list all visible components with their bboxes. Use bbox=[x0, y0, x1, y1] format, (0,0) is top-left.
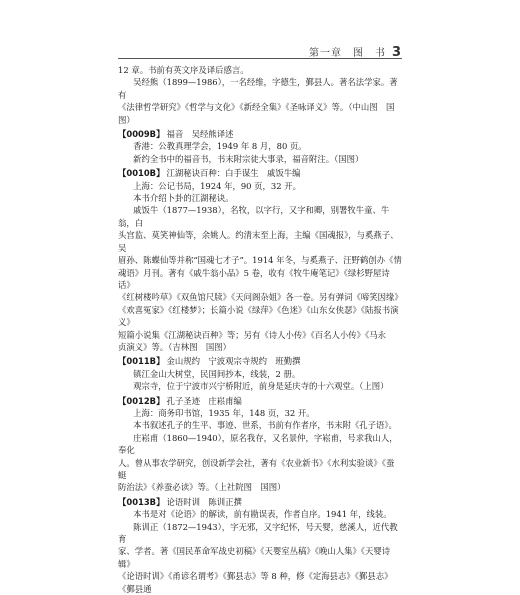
body-paragraph-line: 陈训正（1872—1943），字无邪，又字纪怀，号天婴，慈溪人，近代教育 bbox=[118, 521, 398, 545]
body-paragraph-line: 头宫监、莫笑神仙等，余姚人。约清末至上海，主编《国魂报》，与奚燕子、吴 bbox=[118, 230, 399, 253]
catalog-entry-heading bbox=[118, 128, 402, 140]
entry-title: 论语时训 陈训正撰 bbox=[166, 496, 242, 507]
body-paragraph-line: 本书是对《论语》的解读，前有勘误表，作者自序。1941 年，线装。 bbox=[133, 509, 392, 520]
entry-code: 【0011B】 bbox=[118, 356, 165, 367]
body-paragraph-line: 防治法》《养蚕必读》等。（上社院图 国图） bbox=[118, 482, 286, 493]
entry-code: 【0010B】 bbox=[118, 168, 165, 179]
body-paragraph-line: 吴经熊（1899—1986），一名经维，字德生，鄞县人。著名法学家。著有 bbox=[118, 77, 398, 100]
entry-code: 【0013B】 bbox=[118, 496, 165, 507]
body-paragraph-line: 观宗寺，位于宁波市兴宁桥附近，前身是延庆寺的十六观堂。（上图） bbox=[133, 381, 389, 392]
catalog-entry-heading bbox=[118, 395, 402, 407]
body-paragraph-line: 上海：商务印书馆，1935 年，148 页，32 开。 bbox=[133, 407, 315, 418]
body-paragraph-line: 人。曾从事农学研究，创设新学会社，著有《农业新书》《水利实验谈》《蚕蜓 bbox=[118, 457, 395, 480]
body-paragraph-line: 12 章。书前有英文序及译后感言。 bbox=[118, 65, 249, 75]
body-paragraph-line: 贞演义》等。（吉林图 国图） bbox=[118, 341, 232, 352]
body-paragraph-line: 《论语时训》《甬谚名谓考》《鄞县志》等 8 种，修《定海县志》《鄞县志》《鄞县通 bbox=[118, 571, 393, 594]
page-body bbox=[118, 64, 402, 595]
body-paragraph-line: 香港：公教真理学会，1949 年 8 月，80 页。 bbox=[133, 141, 307, 152]
body-paragraph-line: 本书叙述孔子的生平、事迹、世系，书前有作者序，书末附《孔子语》。 bbox=[133, 420, 397, 431]
body-paragraph-line: 《红树楼吟草》《双鱼馆尺牍》《天问阁杂姐》各一卷。另有弹词《啼笑因缘》 bbox=[118, 292, 403, 303]
body-paragraph-line: 《法律哲学研究》《哲学与文化》《新经全集》《圣咏译义》等。（中山图 国图） bbox=[118, 102, 395, 125]
catalog-entry-heading bbox=[118, 355, 402, 367]
body-paragraph-line: 上海：公记书局，1924 年，90 页，32 开。 bbox=[133, 180, 301, 191]
entry-title: 孔子圣迹 庄崧甫编 bbox=[166, 395, 242, 406]
body-paragraph-line: 《欢喜冤家》《红楼梦》；长篇小说《绿萍》《色迷》《山东女侠瑟》《陆报书演义》 bbox=[118, 304, 399, 328]
body-paragraph-line: 短篇小说集《江湖秘诀百种》等；另有《诗人小传》《百名人小传》《马永 bbox=[118, 329, 386, 340]
body-paragraph-line: 魂语》月刊。著有《戚牛翁小品》5 卷，收有《牧牛庵笔记》《绿杉野屋诗话》 bbox=[118, 267, 390, 290]
page-number: 3 bbox=[391, 45, 402, 60]
body-paragraph-line: 庄崧甫（1860—1940），原名我存，又名景仲，字崧甫，号求我山人，奉化 bbox=[118, 432, 398, 456]
entry-title: 福音 吴经熊译述 bbox=[166, 129, 234, 140]
entry-code: 【0012B】 bbox=[118, 395, 165, 406]
header-rule bbox=[118, 58, 402, 59]
chapter-title: 第一章 图 书 bbox=[308, 48, 386, 59]
entry-code: 【0009B】 bbox=[118, 129, 165, 140]
body-paragraph-line: 家、学者。著《国民革命军战史初稿》《天婴室丛稿》《晚山人集》《天婴诗辑》 bbox=[118, 546, 391, 569]
body-paragraph-line: 眉孙、陈蝶仙等并称“国魂七才子”。1914 年冬，与奚燕子、汪野鹤创办《情 bbox=[118, 255, 402, 266]
body-paragraph-line: 镇江金山大树堂，民国间抄本，线装，2 册。 bbox=[133, 368, 301, 379]
entry-title: 江湖秘诀百种：白手谋生 戚饭牛编 bbox=[166, 168, 301, 179]
body-paragraph-line: 本书介绍卜卦的江湖秘诀。 bbox=[133, 193, 234, 204]
entry-title: 金山规约 宁波观宗寺规约 班勤撰 bbox=[166, 356, 301, 367]
catalog-entry-heading bbox=[118, 167, 402, 179]
body-paragraph-line: 新约全书中的福音书，书末附宗徒大事录，福音附注。（国图） bbox=[133, 153, 364, 164]
catalog-entry-heading bbox=[118, 496, 402, 508]
body-paragraph-line: 戚饭牛（1877—1938），名牧，以字行，又字和卿，别署牧牛童、牛翁，白 bbox=[118, 205, 390, 228]
